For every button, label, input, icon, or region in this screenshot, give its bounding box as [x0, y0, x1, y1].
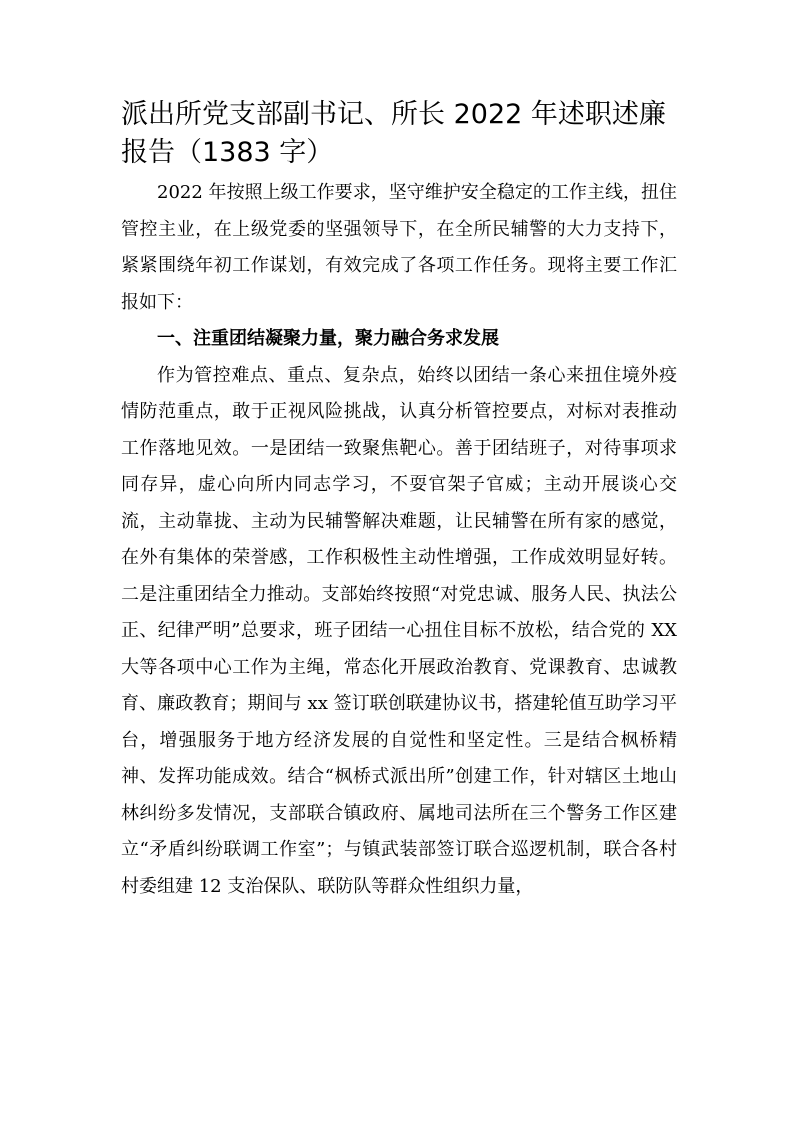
document-body — [121, 175, 677, 905]
document-title: 派出所党支部副书记、所长 2022 年述职述廉报告（1383 字） — [121, 99, 666, 168]
section-heading: 一、注重团结凝聚力量，聚力融合务求发展 — [157, 328, 499, 349]
intro-paragraph: 2022 年按照上级工作要求，坚守维护安全稳定的工作主线，扭住管控主业，在上级党委的坚强领导下，在全所民辅警的大力支持下，紧紧围绕年初工作谋划，有效完成了各项工作任务。现将主要工作汇报如下： — [121, 182, 677, 313]
section-paragraph: 作为管控难点、重点、复杂点，始终以团结一条心来扭住境外疫情防范重点，敢于正视风险挑战，认真分析管控要点，对标对表推动工作落地见效。一是团结一致聚焦靶心。善于团结班子，对待事项求同存异，虚心向所内同志学习，不耍官架子官威；主动开展谈心交流，主动靠拢、主动为民辅警解决难题，让民辅警在所有家的感觉，在外有集体的荣誉感，工作积极性主动性增强，工作成效明显好转。二是注重团结全力推动。支部始终按照“对党忠诚、服务人民、执法公正、纪律严明”总要求，班子团结一心扭住目标不放松，结合党的 XX 大等各项中心工作为主绳，常态化开展政治教育、党课教育、忠诚教育、廉政教育；期间与 xx 签订联创联建协议书，搭建轮值互助学习平台，增强服务于地方经济发展的自觉性和坚定性。三是结合枫桥精神、发挥功能成效。结合“枫桥式派出所”创建工作，针对辖区土地山林纠纷多发情况，支部联合镇政府、属地司法所在三个警务工作区建立“矛盾纠纷联调工作室”；与镇武装部签订联合巡逻机制，联合各村村委组建 12 支治保队、联防队等群众性组织力量， — [121, 364, 677, 897]
